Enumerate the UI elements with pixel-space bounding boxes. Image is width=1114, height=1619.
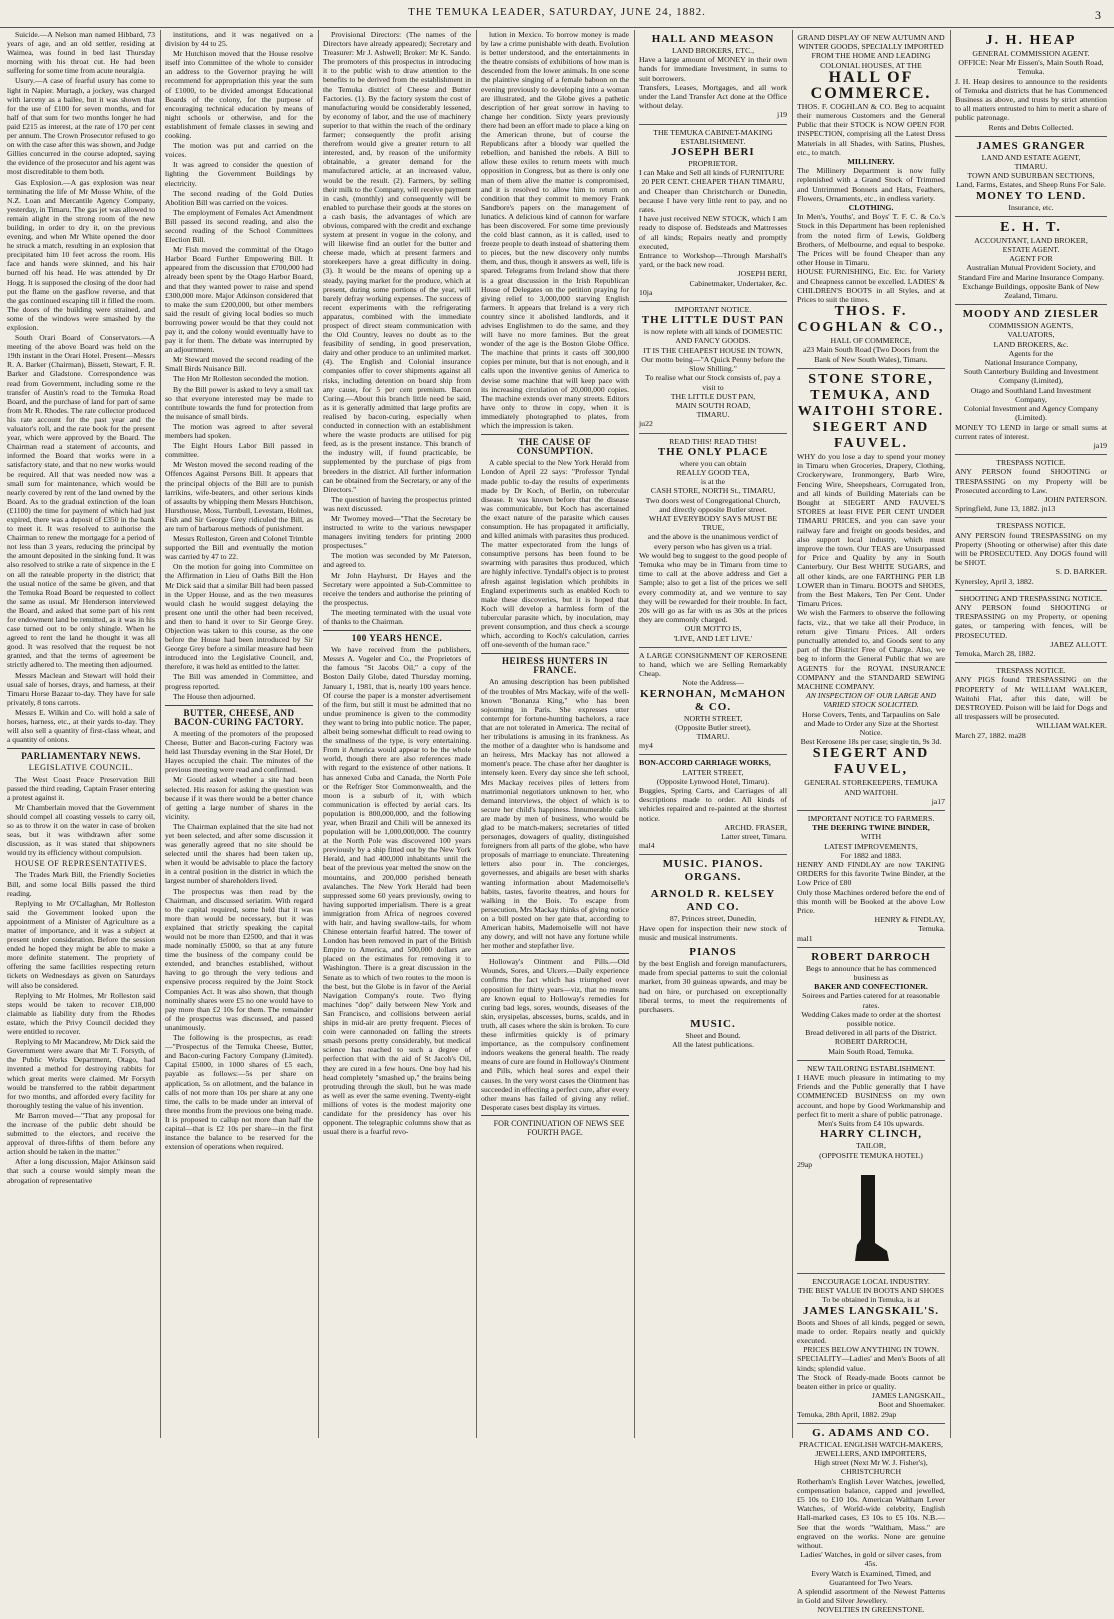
ad-head: IMPORTANT NOTICE. bbox=[674, 305, 752, 315]
ad-text: LATEST IMPROVEMENTS, bbox=[824, 841, 918, 851]
ad-text: TOWN AND SUBURBAN SECTIONS, bbox=[967, 171, 1095, 181]
column-4 bbox=[478, 30, 632, 1438]
paragraph: Replying to Mr Macandrew, Mr Dick said the Government were aware that Mr T. Forsyth, of the Public Works Department, Otago, had invented a method for destroying rabbits for which great merits were claimed. Mr Forsyth would be transferred to the rabbit department for two months, and afforded every facility for thoroughly testing the value of his invention. bbox=[7, 1037, 155, 1110]
ad-text bbox=[797, 1410, 945, 1419]
paragraph: Mr Barron moved—"That any proposal for the increase of the public debt should be submitted to the electors, and receive the approval of three-fifths of them before any action should be taken in the matter." bbox=[7, 1110, 155, 1157]
paragraph: The West Coast Peace Preservation Bill passed the third reading, Captain Fraser entering a protest against it. bbox=[7, 774, 155, 802]
ad-text: Boots and Shoes of all kinds, pegged or sewn, made to order. Repairs neatly and quickly executed. bbox=[797, 1317, 945, 1345]
section-heading: THE CAUSE OF CONSUMPTION. bbox=[481, 434, 629, 456]
ad-title: STONE STORE, TEMUKA, AND WAITOHI STORE. bbox=[797, 371, 945, 419]
ad-motto: 'LIVE, AND LET LIVE.' bbox=[673, 633, 753, 643]
ad-heap bbox=[955, 30, 1107, 137]
heiress-items bbox=[481, 677, 629, 950]
paragraph: A meeting of the promoters of the proposed Cheese, Butter and Bacon-curing Factory was held last Thursday evening in the Star Hotel, Dr Hayes occupied the chair. The minutes of the previous meeting were read and confirmed. bbox=[165, 728, 313, 775]
ad-text: LAND AND ESTATE AGENT, bbox=[981, 152, 1081, 162]
ad-text: Have open for inspection their new stock of music and musical instruments. bbox=[639, 923, 787, 942]
ad-head: MUSIC. PIANOS. ORGANS. bbox=[662, 858, 764, 884]
ad-subtitle: LAND BROKERS, ETC., bbox=[671, 46, 755, 55]
ad-text: Note the Address— bbox=[682, 678, 744, 688]
paragraph: After a long discussion, Major Atkinson said that such a course would simply mean the abrogation of representative bbox=[7, 1157, 155, 1185]
paragraph: institutions, and it was negatived on a division by 44 to 25. bbox=[165, 30, 313, 49]
ad-text: GENERAL COMMISSION AGENT. bbox=[972, 49, 1090, 58]
news-items bbox=[481, 30, 629, 430]
ad-text: (OPPOSITE TEMUKA HOTEL) bbox=[819, 1150, 923, 1160]
ad-text: Soirees and Parties catered for at reasonable rates. bbox=[802, 991, 940, 1010]
ad-text: HALL OF COMMERCE, bbox=[830, 336, 912, 346]
ad-text bbox=[955, 504, 1107, 513]
ad-text: COMMISSION AGENTS, bbox=[988, 321, 1074, 331]
ad-code: ja19 bbox=[1093, 440, 1107, 450]
ad-text: The Stock of Ready-made Boots cannot be beaten either in price or quality. bbox=[797, 1372, 945, 1391]
column-5-ads bbox=[636, 30, 790, 1438]
ad-date: Kynersley, April 3, 1882. bbox=[955, 576, 1034, 586]
ad-text: I can Make and Sell all kinds of FURNITURE bbox=[639, 168, 785, 178]
paragraph: Mr Gould asked whether a site had been selected. His reason for asking the question was because if it was there would be a better chance of getting a large number of shares in the vicinity. bbox=[165, 775, 313, 821]
paragraph: The second reading of the Gold Duties Abolition Bill was carried on the voices. bbox=[165, 188, 313, 207]
ad-text: Wedding Cakes made to order at the shortest possible notice. bbox=[801, 1009, 941, 1029]
factory-items bbox=[165, 729, 313, 1151]
ad-text: A LARGE CONSIGNMENT OF KEROSENE to hand, which we are Selling Remarkably Cheap. bbox=[639, 650, 787, 679]
ad-head: TRESPASS NOTICE. bbox=[996, 521, 1066, 531]
ad-text: TIMARU. bbox=[696, 732, 730, 741]
ad-text: 20 PER CENT. CHEAPER THAN TIMARU, bbox=[641, 177, 785, 187]
ad-title: JOSEPH BERI bbox=[671, 146, 755, 159]
paragraph: Provisional Directors: (The names of the Directors have already appeared); Secretary and Treasurer: Mr J. Ashwell; Broker: Mr K. Sando. The promoters of this prospectus in introducing it to the public wish to draw attention to the benefits to be derived from the establishment in the Temuka district of Cheese and Butter Factories. (1). By the factory system the cost of manufacturing would be considerably lessened, by economy of labor, and the use of machinery superior to that within the reach of the ordinary farmer; consequently the profit arising therefrom would give a greater return to all interested, and, by reason of the uniformity obtainable, a greater demand for the manufactured article, at an increased value, would be the result. (2). Farmers, by selling their milk to the Company, will receive payment in cash, (monthly) and consequently will be enabled to purchase their goods at the stores on a cash basis, the advantages of which are obvious, compared with the credit and exchange system at present in vogue in the colony, and will likewise find an outlet for the butter and cheese made, which at present farmers and storekeepers have a great difficulty in doing. (3). It would be the means of opening up a steady, paying market for the produce, which at present, during some portions of the year, will barely defray working expenses. The success of recent experiments with the refrigerating apparatus, combined with the immediate prospect of direct steam communication with the Old Country, leaves no doubt as to the feasibility of sending, in good preservation, dairy and other produce to an unlimited market. (4). The English and Colonial insurance companies offer to cover shipments against all risks, including detention on board ship from any cause, for 5 per cent premium. Bacon Curing.—About this branch little need be said, as it is generally admitted that large profits are realised by bacon-curing, especially when conducted in connection with an establishment where the waste products are utilised for pig feed, as is the present instance. This branch of the industry will, if found practicable, be supplemented by the purchase of pigs from breeders in the district. All further information can be obtained from the Secretary, or any of the Directors." bbox=[323, 30, 471, 494]
ad-signature: JOSEPH BERI, bbox=[737, 269, 787, 279]
ad-signature: JOHN PATERSON. bbox=[1044, 494, 1107, 504]
paragraph: A cable special to the New York Herald from London of April 22 says: "Professor Tyndal made public to-day the results of experiments made by Dr Koch, of Berlin, on tubercular disease. It was known before that the disease was communicable, but Koch has ascertained the exact nature of the parasite which causes consumption. He has propagated it artificially, and killed animals with parasites thus produced. The matter expectorated from the lungs of consumptive persons has been found to be swarming with parasites thus produced, which are highly infective. Tyndall's object is to protest afresh against legislation which prohibits in England experiments such as enabled Koch to make these discoveries, but it is hoped that Koch will develop a harmless form of the tubercular parasite which, by inoculation, may prevent consumption, and thus check a scourge which, according to Koch's calculation, carries off one-seventh of the human race." bbox=[481, 458, 629, 650]
subheading: LEGISLATIVE COUNCIL. bbox=[28, 763, 134, 773]
ad-title: E. H. T. bbox=[1000, 219, 1062, 235]
ad-text: LATTER STREET, bbox=[682, 767, 744, 777]
ad-motto: OUR MOTTO IS, bbox=[684, 624, 742, 634]
ad-text: is at the bbox=[700, 477, 726, 487]
ad-text: South Canterbury Building and Investment Company (Limited), bbox=[963, 367, 1099, 386]
ad-bon-accord bbox=[639, 755, 787, 855]
ad-text: PRACTICAL ENGLISH WATCH-MAKERS, JEWELLERS, AND IMPORTERS, bbox=[798, 1439, 944, 1458]
ad-text: where you can obtain bbox=[679, 458, 747, 468]
legislative-council-items bbox=[7, 775, 155, 858]
ad-text: Two doors west of Congregational Church, bbox=[645, 495, 781, 505]
ad-text: and Cheaper than Christchurch or Dunedin, because I have very little rent to pay, and no rates. bbox=[639, 186, 787, 215]
ad-title: JAMES GRANGER bbox=[976, 139, 1086, 152]
ad-title: J. H. HEAP bbox=[985, 33, 1077, 48]
ad-kernohan bbox=[639, 648, 787, 756]
paragraph: Mr John Hayhurst, Dr Hayes and the Secretary were appointed a Sub-Committee to receive the tenders and authorise the printing of the prospectus. bbox=[323, 570, 471, 607]
ad-text: Horse Covers, Tents, and Tarpaulins on Sale and Made to Order any Size at the Shortest Notice. bbox=[801, 709, 941, 737]
paragraph: Gas Explosion.—A gas explosion was near terminating the life of Mr Mosse White, of the N.Z. Loan and Mercantile Agency Company, yesterday, in Timaru. The gas jet was allowed to remain alight in the strong room of the new building, in order to dry it, on the previous evening, and when Mr White opened the door he struck a match, resulting in an explosion that precipitated him 10 feet across the room. His face and hands were skinned, and his hair burned off his head. He was attended by Dr Hogg. It is supposed the closing of the door had put the flame on the gasflow reverse, and that the gas continued escaping till it filled the room. The doors of the building were strained, and some of the windows were smashed by the explosion. bbox=[7, 177, 155, 332]
ad-address bbox=[797, 345, 945, 363]
subheading: HOUSE OF REPRESENTATIVES. bbox=[14, 859, 148, 869]
ad-code: my4 bbox=[639, 741, 653, 751]
ad-code: a23 bbox=[802, 345, 815, 355]
paragraph: lution in Mexico. To borrow money is made by law a crime punishable with death. Evolution is better understood, and the entertainments in the theatre consists of exhibitions of how man is descended from the lower animals. In one scene the plaintive singing of a female baboon on the evening previously to developing into a woman are illustrated, and the Globe gives a pathetic description of her great sorrow in having to change her condition. Sixty years previously there had been an effort made to place a king on the American throne, but of course the Republicans after a bloody war quelled the rebellion, and banished the rebels. A Bill to allow these exiles to return meets with much opposition in Congress, but as there is only one man of them alive the matter is compromised, and it is resolved to allow him to return on condition that they commit to memory Frank Sandbore's papers on the management of lunatics. A delicious kind of cannon for warfare has been discovered. For some time previously the cold blast cannon, as it is called, used to freeze people to death instead of shattering them to pieces, but the new discovery only numbs them, and thus, though it answers as well, life is spared. Telegrams from Ireland show that there is a great discussion in the Irish Republican House of Delegates on the petition praying for giving relief to 3,000,000 starving English farmers. It appears that Ireland is a very rich country since it abolished landlords, and it advises Englishmen to do the same, and they will have no more famines. But the great wonder of the age is the Boston Globe Office. The machine that prints it casts off 300,000 copies per minute, but that is not enough, and it calls upon the inventive genius of America to devise some machine that will keep pace with its increasing circulation of 20,000,000 copies. The machine extends over many streets. Editors have only to throw in copy, when it is immediately photographed to plates, from which the impression is taken. bbox=[481, 30, 629, 431]
paragraph: An amusing description has been published of the troubles of Mrs Mackay, wife of the well-known "Bonanza King," who has been sojourning in Paris. She expresses utter contempt for fortune-hunting bachelors, a race that are not tolerated in America. The recital of her tribulations is amusing in its frankness. As the mother of a daughter who is handsome and an heiress, Mrs Mackay has not allowed a moment's peace. The chase after her daughter is intensely keen. Every day since she left school, Mrs Mackay receives piles of letters from matrimonial negotiators unknown to her, who demand interviews, the object of which is to secure her child's happiness. Innumerable calls are made by men of business, who would be glad to be match-makers; secretaries of titled personages, dowagers of quality, distinguished foreigners from all parts of the globe, who have proposals of marriage to enunciate. Threatening letters also pour in. The concierges, governesses, and abigails are beset with sharks wanting information about Mademoiselle's habits, tastes, favorite theatres, and hours for walking in the Bois. To escape from persecution, Mrs Mackay thinks of giving notice on a bill posted on her gate that, according to American habits, Mademoiselle will not have any dowry, and will not have any fortune while her mother and stepfather live. bbox=[481, 677, 629, 951]
ad-code: 29ap bbox=[797, 1159, 813, 1169]
ad-firm-name: SIEGERT AND FAUVEL, bbox=[812, 746, 930, 778]
ad-date: Temuka, 28th April, 1882. bbox=[797, 1409, 880, 1419]
ad-text: MONEY TO LEND in large or small sums at current rates of interest. bbox=[955, 422, 1107, 441]
paragraph: Messrs E. Wilkin and Co. will hold a sale of horses, harness, etc., at their yards to-day. They will also sell a quantity of first-class wheat, and a quantity of onions. bbox=[7, 707, 155, 745]
ad-text: (Opposite Lynwood Hotel, Timaru). bbox=[656, 776, 770, 786]
ad-text: Rents and Debts Collected. bbox=[988, 122, 1074, 132]
house-items bbox=[7, 870, 155, 1184]
column-rule bbox=[634, 30, 635, 1438]
paragraph: The meeting terminated with the usual vote of thanks to the Chairman. bbox=[323, 607, 471, 626]
ad-trespass-walker bbox=[955, 663, 1107, 744]
ad-title: KERNOHAN, McMAHON & CO. bbox=[640, 687, 786, 713]
ad-text: ANY PIGS found TRESPASSING on the PROPERTY of Mr WILLIAM WALKER, Waitohi Flat, after this date, will be DESTROYED. Poison will be laid for Dogs and all trespassers will be prosecuted. bbox=[955, 675, 1107, 722]
ad-signature: HENRY & FINDLAY, bbox=[874, 915, 945, 925]
ad-harry-clinch bbox=[797, 1061, 945, 1274]
ad-hall-of-commerce bbox=[797, 30, 945, 369]
ad-title: JAMES LANGSKAIL'S. bbox=[803, 1304, 939, 1317]
ad-text: CLOTHING. bbox=[848, 203, 894, 213]
paragraph: The motion was put and carried on the voices. bbox=[165, 141, 313, 160]
column-2 bbox=[162, 30, 316, 1438]
ad-text: and the above is the unanimous verdict of every person who has given us a trial. bbox=[647, 532, 779, 551]
ad-text: PIANOS bbox=[689, 946, 737, 959]
ad-text: Transfers, Leases, Mortgages, and all work under the Land Transfer Act done at the Office without delay. bbox=[639, 82, 787, 111]
ad-text: THE BEST VALUE IN BOOTS AND SHOES bbox=[798, 1286, 944, 1296]
section-heading: PARLIAMENTARY NEWS. bbox=[7, 748, 155, 761]
ad-firm-name: THOS. F. COGHLAN & CO., bbox=[797, 304, 945, 336]
ad-text: Land, Farms, Estates, and Sheep Runs For Sale. bbox=[956, 180, 1106, 190]
masthead-title: THE TEMUKA LEADER, SATURDAY, JUNE 24, 1882. bbox=[408, 6, 706, 18]
ad-date: Temuka, March 28, 1882. bbox=[955, 648, 1036, 658]
ad-code: j19 bbox=[777, 110, 787, 120]
ad-text: REALLY GOOD TEA, bbox=[676, 467, 750, 477]
ad-text: I HAVE much pleasure in intimating to my Friends and the Public generally that I have COMMENCED BUSINESS on my own account, and hope by Good Workmanship and perfect fit to merit a share of public patronage. bbox=[797, 1073, 945, 1119]
ad-text: AN INSPECTION OF OUR LARGE AND VARIED STOCK SOLICITED. bbox=[805, 691, 937, 710]
column-3 bbox=[320, 30, 474, 1438]
ad-text: by the best English and foreign manufacturers, made from special patterns to suit the colonial market, from 30 guineas upwards, and may be had on hire, or purchased on exceptionally liberal terms, to meet the requirements of purchasers. bbox=[639, 959, 787, 1015]
ad-text: MONEY TO LEND. bbox=[975, 189, 1087, 202]
paragraph: Messrs Maclean and Stewart will hold their usual sale of horses, drays, and harness, at their Timaru Horse Bazaar to-day. They have for sale privately, 8 tons carrots. bbox=[7, 670, 155, 707]
ad-text: Best Kerosene 18s per case; single tin, 9s 3d. bbox=[800, 737, 942, 747]
ad-text bbox=[955, 731, 1107, 740]
ad-text: ACCOUNTANT, LAND BROKER, bbox=[974, 235, 1088, 245]
ad-text: TIMARU. bbox=[1014, 162, 1048, 172]
ad-code: mal1 bbox=[797, 933, 813, 943]
ad-title: ARNOLD R. KELSEY AND CO. bbox=[650, 888, 776, 914]
paragraph: On the motion for going into Committee on the Affirmation in Lieu of Oaths Bill the Hon Mr Dick said that a similar Bill had been passed in the Upper House, and as the two measures would clash he would suggest delaying the present one until the other had been received, and then to hand it over to Sir George Grey. Objection was taken to this course, as the one before the House had been introduced by Sir George Grey before a similar measure had been introduced into the Legislative Council, and, therefore, it was held as entitled to the latter. bbox=[165, 562, 313, 672]
ad-text: AGENT FOR bbox=[1009, 254, 1053, 264]
ad-signature: WILLIAM WALKER. bbox=[1036, 721, 1107, 731]
ad-code: mal4 bbox=[639, 841, 655, 851]
ad-signature: ARCHD. FRASER, bbox=[724, 822, 787, 832]
ad-text: IT IS THE CHEAPEST HOUSE IN TOWN, bbox=[643, 345, 783, 355]
ad-text: SPECIALITY—Ladies' and Men's Boots of all kinds; splendid value. bbox=[797, 1354, 945, 1373]
continuation-note: FOR CONTINUATION OF NEWS SEE FOURTH PAGE. bbox=[481, 1115, 629, 1137]
ad-code: 29ap bbox=[881, 1409, 897, 1419]
ad-text: PRICES BELOW ANYTHING IN TOWN. bbox=[803, 1345, 939, 1355]
ad-langskail bbox=[797, 1274, 945, 1424]
ad-text: MUSIC. bbox=[690, 1018, 736, 1031]
ad-text: National Insurance Company, bbox=[984, 358, 1078, 368]
ad-text: We wish the Farmers to observe the following facts, viz., that we take all their Produce, in return give Timaru Prices. All orders punctually attended to, and Goods sent to any part of the District Free of Charge. Also, we beg to inform the General Public that we are AGENTS for the ROYAL INSURANCE COMPANY and the STANDARD SEWING MACHINE COMPANY. bbox=[797, 608, 945, 691]
paragraph: The Hon Mr Rolleston seconded the motion. bbox=[173, 374, 309, 384]
ad-text: ESTATE AGENT. bbox=[1002, 245, 1060, 255]
ad-head: TRESPASS NOTICE. bbox=[996, 458, 1066, 468]
boot-illustration bbox=[797, 1169, 945, 1269]
ad-title: HALL AND MEASON bbox=[651, 33, 775, 45]
ad-text: MAIN SOUTH ROAD, bbox=[675, 400, 751, 410]
ad-code: 10ja bbox=[639, 287, 653, 297]
ad-text: Entrance to Workshop—Through Marshall's yard, or the back new road. bbox=[639, 251, 787, 270]
ad-text: GENERAL STOREKEEPERS, TEMUKA AND WAITOHI. bbox=[804, 778, 938, 797]
ad-head: GRAND DISPLAY OF NEW AUTUMN AND WINTER GOODS, SPECIALLY IMPORTED FROM THE HOME AND LEADING COLONIAL HOUSES, AT THE bbox=[797, 33, 945, 70]
ad-text: Main South Road (Two Doors from the Bank of New South Wales), Timaru. bbox=[814, 345, 940, 364]
ad-text: Our motto being—"A Quick Penny before the Slow Shilling." bbox=[641, 354, 785, 374]
news-items bbox=[7, 30, 155, 744]
page-number: 3 bbox=[1095, 8, 1102, 22]
paragraph: The employment of Females Act Amendment Bill passed its second reading, and also the second reading of the School Committees Election Bill. bbox=[165, 207, 313, 245]
years-hence-items bbox=[323, 645, 471, 1136]
ad-signature: JABEZ ALLOTT. bbox=[1050, 639, 1107, 649]
column-rule bbox=[792, 30, 793, 1438]
ad-title: G. ADAMS AND CO. bbox=[812, 1426, 930, 1439]
ad-head: SHOOTING AND TRESPASSING NOTICE. bbox=[959, 593, 1103, 603]
paragraph: The motion was agreed to after several members had spoken. bbox=[165, 421, 313, 441]
ad-text: BAKER AND CONFECTIONER. bbox=[814, 982, 928, 992]
ad-text: MILLINERY. bbox=[847, 157, 895, 167]
paragraph: By the Bill power is asked to levy a small tax so that everyone interested may be made to contribute towards the fund for protection from the nuisance of small birds. bbox=[165, 384, 313, 421]
column-rule bbox=[160, 30, 161, 1438]
ad-title: HALL OF COMMERCE. bbox=[810, 68, 932, 102]
ad-text: High street (Next Mr W. J. Fisher's), CHRISTCHURCH bbox=[814, 1458, 928, 1477]
ad-trespass-paterson bbox=[955, 455, 1107, 518]
ad-text: Begs to announce that he has commenced business as bbox=[805, 963, 937, 983]
column-rule bbox=[950, 30, 951, 1438]
ad-text: VALUATORS, bbox=[1007, 330, 1055, 340]
paragraph: Mr Steward moved the second reading of the Small Birds Nuisance Bill. bbox=[165, 355, 313, 374]
ad-text: TIMARU. bbox=[696, 410, 730, 420]
ad-signature: Main South Road, Temuka. bbox=[828, 1046, 914, 1056]
ad-text: All the latest publications. bbox=[672, 1040, 754, 1050]
ad-text: To realise what our Stock consists of, pay a visit to bbox=[645, 373, 781, 392]
ad-darroch bbox=[797, 948, 945, 1061]
boot-icon bbox=[851, 1173, 891, 1265]
ad-head: ENCOURAGE LOCAL INDUSTRY. bbox=[812, 1276, 930, 1286]
ad-text: To be obtained in Temuka, is at bbox=[822, 1295, 920, 1305]
ad-text: Every Watch is Examined, Timed, and Guaranteed for Two Years. bbox=[811, 1568, 931, 1587]
ad-text: Insurance, etc. bbox=[1008, 202, 1054, 212]
paragraph: Messrs Rolleston, Green and Colonel Trimble supported the Bill and eventually the motion was carried by 47 to 22. bbox=[165, 534, 313, 562]
column-1 bbox=[4, 30, 158, 1438]
column-6-ads bbox=[794, 30, 948, 1615]
paragraph: Mr Twomey moved—"That the Secretary be instructed to write to the various newspaper managers inviting tenders for printing 2000 prospectuses." bbox=[323, 513, 471, 551]
ad-text: Rotherham's English Lever Watches, jewelled, compensation balance, capped and jewelled, £5 10s to £10 10s. American Waltham Lever Watches, of World-wide celebrity, English Hall-marked cases, £3 10s to £5 10s. N.B.—See that the words "Waltham, Mass." are engraved on the works. None are genuine without. bbox=[797, 1476, 945, 1550]
ad-text: Australian Mutual Provident Society, and Standard Fire and Marine Insurance Company. bbox=[958, 263, 1104, 282]
ad-text: ANY PERSON found SHOOTING or TRESPASSING on my Property, or opening gates, or tampering with fences, will be PROSECUTED. bbox=[955, 602, 1107, 640]
ad-title: HARRY CLINCH, bbox=[819, 1128, 923, 1141]
ad-title: ROBERT DARROCH bbox=[811, 950, 931, 963]
column-rule bbox=[318, 30, 319, 1438]
ad-text: Colonial Investment and Agency Company (Limited). bbox=[963, 404, 1099, 423]
ad-code: ma28 bbox=[1008, 730, 1026, 740]
ad-head: NEW TAILORING ESTABLISHMENT. bbox=[806, 1063, 936, 1073]
paragraph: The question of having the prospectus printed was next discussed. bbox=[323, 494, 471, 513]
ad-title: THE DEERING TWINE BINDER, bbox=[812, 823, 930, 833]
ad-hall-meason bbox=[639, 30, 787, 125]
paragraph: The Bill was amended in Committee, and progress reported. bbox=[165, 672, 313, 691]
paragraph: We have received from the publishers, Messrs A. Vogeler and Co., the Proprietors of the famous "St Jacobs Oil," a copy of the Boston Daily Globe, dated Thursday morning, January 1, 1981, that is, nearly 100 years hence. Of course the paper is a monster advertisement of the firm, but still it must be admitted that no undue prominence is given to the commodity they want to bring into public notice. The paper, albeit being somewhat difficult to read owing to the smallness of the type, is very entertaining. From it America would appear to be the whole world, though there are also references made with regard to the existence of other nations. It has annexed Cuba and Canada, the North Pole or the Refriger Stor Commonwealth, and the moon is a suburb of it, with which communication is effected by aerial cars. Its population is 800,000,000, and the following year, when Brazil and Chili will be annexed its population will be 1,000,000,000. The country at the North Pole was discovered 100 years previously by a ship fitted out by the New York Herald, and had 400,000 inhabitants until the beat of the previous year melted the snow on the mountains, and 200,000 perished beneath avalanches. The New York Herald had been suppressed some 60 years previously, owing to having supported imperialism. There is a great immigration from Africa of negroes covered with hair, and having swallow-tails, for whom Chinese entertain fearful hatred. The tower of London has been removed in part of the British Empire to America, and 500,000 dollars are placed on the estimates for removing it to Washington. There is a great discussion in the Senate as to which of two routes to the moon is the best, but the Globe is in favor of the Aerial Navigation Company's route. Two flying machines "dop" daily between New York and San Francisco, and collisions between aerial ships in mid-air are pretty frequent. Pieces of coin were cannonaded on falling the streets smash persons pretty considerably, but medical science has reached to such a degree of perfection that with the aid of St Jacob's Oil, they are cured in a few hours. One boy had his head completely "smashed up," the brains being protruding through the skull, but he was made as well as ever the same evening. Twenty-eight millions of votes is the modest majority one candidate for the presidency has over his opponent. The telegraphic columns show that as usual there is a fearful revo- bbox=[323, 645, 471, 1137]
paragraph: Mr Fish moved the committal of the Otago Harbor Board Further Empowering Bill. It appeared from the discussion that £700,000 had already been spent by the Otago Harbor Board, and that they wanted power to raise and spend £300,000 more. Major Atkinson considered that to make the sum £200,000, but other members said the result of giving local bodies so much borrowing power would be that they could not pay it, and the colony would eventually have to pay it for them. The debate was interrupted by an adjournment. bbox=[165, 245, 313, 355]
paragraph: Mr Hutchison moved that the House resolve itself into Committee of the whole to consider an address to the Governor praying he will recommend for appropriation this year the sum of £1000, to be divided amongst Educational Boards of the colony, for the purpose of encouraging technical education by means of night schools or otherwise, and for the establishment of female classes in sewing and cooking. bbox=[165, 49, 313, 141]
ad-signature: Temuka. bbox=[918, 924, 945, 934]
paragraph: Mr Chamberlain moved that the Government should compel all coasting vessels to carry oil, so as to throw it on the water in case of broken seas, but it was withdrawn after some discussion, as it was stated that shipowners would try its efficiency without compulsion. bbox=[7, 802, 155, 858]
ad-title: BON-ACCORD CARRIAGE WORKS, bbox=[639, 758, 771, 768]
ad-kelsey-music bbox=[639, 855, 787, 1053]
news-items bbox=[323, 30, 471, 626]
ad-text: 87, Princes street, Dunedin, bbox=[669, 914, 757, 924]
ad-text: Bread delivered in all parts of the District. bbox=[805, 1028, 937, 1038]
ad-text: J. H. Heap desires to announce to the residents of Temuka and districts that he has Commenced Business as above, and trusts by strict attention to all matters entrusted to him to merit a share of public patronage. bbox=[955, 76, 1107, 123]
ad-joseph-beri bbox=[639, 125, 787, 302]
ad-deering-binder bbox=[797, 811, 945, 948]
ad-text: I have just received NEW STOCK, which I am ready to dispose of. Bedsteads and Mattresses of all kinds; Repairs neatly and promptly executed, bbox=[639, 214, 787, 251]
ad-date: Springfield, June 13, 1882. bbox=[955, 504, 1040, 514]
paragraph: It was agreed to consider the question of lighting the Government Buildings by electricity. bbox=[165, 160, 313, 188]
ad-signature: Latter street, Timaru. bbox=[721, 832, 787, 842]
paragraph: Usury.—A case of fearful usury has come to light in Napier. Murtagh, a jockey, was charged with larceny as a bailee, but it was shown that for the use of £100 for seven months, and for half of that sum for two months longer he had paid £215 as interest, at the rate of 170 per cent per annum. The Crown Prosecutor refused to go on with the case after this was shown, and Judge Gillies concurred in the course adopted, saying the evidence of the prosecutor and his agent was most discreditable to them both. bbox=[7, 76, 155, 177]
ad-text: Buggies, Spring Carts, and Carriages of all descriptions made to order. All kinds of vehicles repaired and re-painted at the shortest notice. bbox=[639, 786, 787, 823]
paragraph: The prospectus was then read by the Chairman, and discussed seriatim. With regard to the capital required, some held that it was more than would be necessary, but it was explained that strictly speaking the capital would not be more than £2500, and that it was made nominally £5000, so that at any future time the business of the company could be extended, and branches established, without having to go through the very tedious and expensive process required by the Joint Stock Companies Act. It was also shown, that though nominally shares were £5 no one would have to pay more than £2 10s for them. The remainder of the prospectus was discussed, and passed unanimously. bbox=[165, 886, 313, 1032]
column-rule bbox=[476, 30, 477, 1438]
ad-text: and directly opposite Butler street. bbox=[659, 504, 767, 514]
ad-text: Sheet and Bound. bbox=[685, 1031, 741, 1041]
ad-text: THE LITTLE DUST PAN, bbox=[670, 391, 756, 401]
ad-title: MOODY AND ZIESLER bbox=[962, 308, 1100, 321]
paragraph: The House then adjourned. bbox=[173, 691, 256, 701]
ad-head: READ THIS! READ THIS! bbox=[669, 436, 757, 446]
ad-text: Have a large amount of MONEY in their own hands for immediate Investment, in sums to suit borrowers. bbox=[639, 55, 787, 83]
ad-granger bbox=[955, 137, 1107, 217]
ad-signature: Boot and Shoemaker. bbox=[878, 1400, 945, 1410]
ad-text: LAND BROKERS, &c. bbox=[993, 339, 1069, 349]
ad-cash-store bbox=[639, 434, 787, 648]
ad-text: The Millinery Department is now fully replenished with a Grand Stock of Trimmed and Untrimmed Bonnets and Hats, Feathers, Flowers, Ornaments, etc., in endless variety. bbox=[797, 166, 945, 203]
ad-text: Otago and Southland Land Investment Company, bbox=[970, 385, 1092, 404]
ad-code: ja17 bbox=[931, 796, 945, 806]
ad-role: PROPRIETOR. bbox=[688, 159, 738, 169]
section-heading: BUTTER, CHEESE, AND BACON-CURING FACTORY. bbox=[165, 705, 313, 727]
section-heading: HEIRESS HUNTERS IN FRANCE. bbox=[481, 653, 629, 675]
ad-text: WHY do you lose a day to spend your money in Timaru when Groceries, Drapery, Clothing, Crockeryware, Ironmongery, Barb Wire, Fencing Wire, Sheepshears, Corrugated Iron, and all kinds of Building Materials can be Bought at SIEGERT AND FAUVEL'S STORES at least FIVE PER CENT UNDER TIMARU PRICES, and you can save your railway fare and freight on goods besides, and also support local industry, which must improve the town. Our TEAS are Unsurpassed for Price and Quality by any in South Canterbury. Our Best WHITE SUGARS, and all other kinds, are one FARTHING PER LB LOWER than in Timaru. BOOTS and SHOES, from the Best Makers, Ten Per Cent. Under Timaru Prices. bbox=[797, 451, 945, 609]
ad-text: (Opposite Butler street), bbox=[675, 722, 751, 732]
ad-signature: ROBERT DARROCH, bbox=[834, 1037, 908, 1047]
ad-moody-ziesler bbox=[955, 305, 1107, 455]
ad-text: Men's Suits from £4 10s upwards. bbox=[817, 1119, 925, 1129]
ad-little-dust-pan bbox=[639, 302, 787, 433]
ad-text: HOUSE FURNISHING, Etc. Etc. for Variety and Cheapness cannot be excelled. LADIES' & CHILDREN'S BOOTS in all Styles, and at Prices to suit the times. bbox=[797, 267, 945, 305]
ad-text: THOS. F. COGHLAN & CO. Beg to acquaint their numerous Customers and the General Public that their STOCK is NOW OPEN FOR INSPECTION, comprising all the Latest Dress Materials in all Shades, with Satins, Plushes, etc., to match. bbox=[797, 101, 945, 157]
ad-signature: S. D. BARKER. bbox=[1055, 567, 1107, 577]
paragraph: The Eight Hours Labor Bill passed in committee. bbox=[165, 441, 313, 460]
ad-siegert-fauvel bbox=[797, 369, 945, 811]
news-items bbox=[165, 30, 313, 701]
ad-title: SIEGERT AND FAUVEL. bbox=[812, 419, 930, 451]
ad-head: IMPORTANT NOTICE TO FARMERS. bbox=[807, 814, 935, 823]
paragraph: Replying to Mr O'Callaghan, Mr Rolleston said the Government looked upon the appointment of a Minister of Agriculture as a matter of importance, and it was a subject at present under consideration. Before the session ended he hoped they might be able to make a more definite statement. The propriety of offering the same facilities respecting return tickets on Wednesdays as given on Saturdays will also be considered. bbox=[7, 898, 155, 990]
holloway-ad: Holloway's Ointment and Pills.—Old Wounds, Sores, and Ulcers.—Daily experience confirms the fact which has triumphed over opposition for thirty years—viz, that no means are known equal to Holloway's remedies for curing bad legs, sores, wounds, diseases of the skin, erysipelas, abscesses, burns, scalds, and in truth, all cases where the skin is broken. To cure these infirmities quickly is of primary importance, as the compulsory confinement indoors weakens the general health. The ready means of cure are found in Holloway's Ointment and Pills, which heal sores and expel their causes. In the very worst cases the Ointment has succeeded in effecting a perfect cure, after every other means has failed of giving any relief. Desperate cases best display its virtues. bbox=[481, 953, 629, 1112]
ad-signature: JAMES LANGSKAIL, bbox=[871, 1391, 945, 1401]
ad-text: WITH bbox=[860, 832, 882, 842]
ad-text: TAILOR, bbox=[856, 1141, 886, 1151]
paragraph: Suicide.—A Nelson man named Hibbard, 73 years of age, and an old settler, residing at Waimea, was found in bed last Thursday morning with his throat cut. He had been suffering for some time from acute neuralgia. bbox=[7, 30, 155, 76]
ad-text: Ladies' Watches, in gold or silver cases, from 45s. bbox=[800, 1550, 942, 1569]
ad-text: is now replete with all kinds of DOMESTIC AND FANCY GOODS. bbox=[643, 327, 783, 346]
ad-text: ANY PERSON found TRESPASSING on my Property (Shooting or otherwise) after this date will be PROSECUTED. Any DOGS found will be SHOT. bbox=[955, 530, 1107, 568]
ad-text: For 1882 and 1883. bbox=[840, 850, 902, 860]
paragraph: Mr Weston moved the second reading of the Offences Against Persons Bill. It appears that the principal objects of the Bill are to punish larrikins, wife-beaters, and other serious kinds of assaults by whipping them Messrs Hutchison, Hursthouse, Moss, Turnbull, Levestam, Holmes, Fish and Sir George Grey ridiculed the Bill, as are turn of barbarous methods of punishment. bbox=[165, 460, 313, 533]
ad-trespass-allott bbox=[955, 591, 1107, 663]
ad-adams-watchmakers bbox=[797, 1424, 945, 1619]
column-7-ads bbox=[952, 30, 1110, 1438]
paragraph: Replying to Mr Holmes, Mr Rolleston said steps would be taken to recover £18,000 claimable as liability duty from the Rhodes estate, which the Privy Council decided they were entitled to recover. bbox=[7, 990, 155, 1037]
ad-text: WHAT EVERYBODY SAYS MUST BE TRUE, bbox=[648, 513, 778, 533]
ad-title: THE LITTLE DUST PAN bbox=[641, 314, 785, 327]
ad-text: OFFICE: Near Mr Eissen's, Main South Road, Temuka. bbox=[958, 58, 1104, 77]
ad-code: jn13 bbox=[1041, 504, 1056, 514]
ad-text: NOVELTIES IN GREENSTONE. bbox=[817, 1605, 925, 1615]
paragraph: South Orari Board of Conservators.—A meeting of the above Board was held on the 19th instant in the Orari Hotel. Present—Messrs R. A. Barker (Chairman), Bissett, Stewart, F. R. Barker and Gladstone. Correspondence was read from Government, including some re the transfer of Austin's road to the Temuka Road Board, and the purchase of land for part of same from Mr R. Rhodes. The rate collector produced his rate account for the past year and the valuator's roll, and the rate book for the present year, which were approved by the Board. The Chairman read a statement of accounts, and informed the Board that works were in a satisfactory state, and that no new works would be required. All that was needed now was a small sum for maintenance, which would be nearly covered by rent of the land owned by the Board. As to the gradual extinction of the loan (£1100) the time for payment of which had just expired, there was a deposit of £350 in the bank to meet it. It was resolved to authorise the Chairman to renew the mortgage for a period of not less than 3 years, reducing the principal by the amount deposited in the sinking fund. It was also resolved to strike a rate of sixpence in the £ on all the rateable property in the district; that the usual notice of the same be given, and that the Temuka Road Board be requested to collect the same as usual. Mr Henderson interviewed the Board, and asked that some part of his rent for endowment land be remitted, as it was in his case turned out to be only shingle. When he agreed to rent the land he thought it was all good. It was resolved that the request be not granted, and that the terms of agreement be strictly adhered to. The meeting then adjourned. bbox=[7, 333, 155, 670]
ad-date: March 27, 1882. bbox=[955, 730, 1007, 740]
ad-text: Agents for the bbox=[1008, 348, 1054, 358]
ad-code: ju22 bbox=[639, 419, 653, 429]
ad-text: HENRY AND FINDLAY are now TAKING ORDERS for this favorite Twine Binder, at the Low Price of £80 bbox=[797, 860, 945, 888]
ad-text: Exchange Buildings, opposite Bank of New Zealand, Timaru. bbox=[962, 281, 1100, 301]
ad-text: ANY PERSON found SHOOTING or TRESPASSING on my Property will be Prosecuted according to Law. bbox=[955, 467, 1107, 495]
section-heading: 100 YEARS HENCE. bbox=[323, 630, 471, 643]
ad-head: THE TEMUKA CABINET-MAKING ESTABLISHMENT. bbox=[653, 127, 773, 146]
ad-text: We would beg to suggest to the good people of Temuka who may be in Timaru from time to time to call at the above address and Get a Sample; also to get a list of the prices we sell every commodity at, and we venture to say they will be rewarded for their trouble. In fact, 20s will go as far with us as 30s at the prices they are commonly charged. bbox=[639, 550, 787, 625]
ad-text: Only those Machines ordered before the end of this month will be Booked at the above Low Price. bbox=[797, 887, 945, 916]
ad-text: CASH STORE, NORTH St., TIMARU, bbox=[650, 486, 776, 496]
ad-text: NORTH STREET, bbox=[683, 713, 743, 723]
ad-head: TRESPASS NOTICE. bbox=[996, 666, 1066, 676]
ad-text: In Men's, Youths', and Boys' T. F. C. & Co.'s Stock in this Department has been replenished from the noted firm of Lewis, Goldberg Brothers, of Melbourne, and equal to bespoke. The Prices will be found Cheaper than any other House in Timaru. bbox=[797, 212, 945, 268]
paragraph: The Chairman explained that the site had not yet been selected, and after some discussion it was generally agreed that no site should be selected until the shares had been taken up, when it would be advisable to place the factory in a central position in the district in which the largest number of shareholders lived. bbox=[165, 821, 313, 886]
paragraph: The following is the prospectus, as read:—"Prospectus of the Temuka Cheese, Butter, and Bacon-curing Factory Company (Limited). Capital £5000, in 1000 shares of £5 each, payable as follows:—5s per share on application, 5s on allotment, and the balance in calls of not more than 10s per share at any one time, the calls to be made under an interval of three months from the previous one being made. It is proposed to callup not more than half the capital—that is £2 10s per share—in the first instance the balance to be reserved for the extension of operations when required. bbox=[165, 1033, 313, 1152]
consumption-items bbox=[481, 458, 629, 649]
ad-text: A splendid assortment of the Newest Patterns in Gold and Silver Jewellery. bbox=[797, 1587, 945, 1606]
paragraph: The motion was seconded by Mr Paterson, and agreed to. bbox=[323, 551, 471, 570]
paragraph: The Trades Mark Bill, the Friendly Societies Bill, and some local Bills passed the third reading. bbox=[7, 870, 155, 898]
ad-eht bbox=[955, 217, 1107, 305]
ad-trespass-barker bbox=[955, 518, 1107, 590]
masthead bbox=[0, 6, 1114, 28]
ad-signature: Cabinetmaker, Undertaker, &c. bbox=[689, 278, 787, 288]
ad-title: THE ONLY PLACE bbox=[657, 445, 769, 458]
